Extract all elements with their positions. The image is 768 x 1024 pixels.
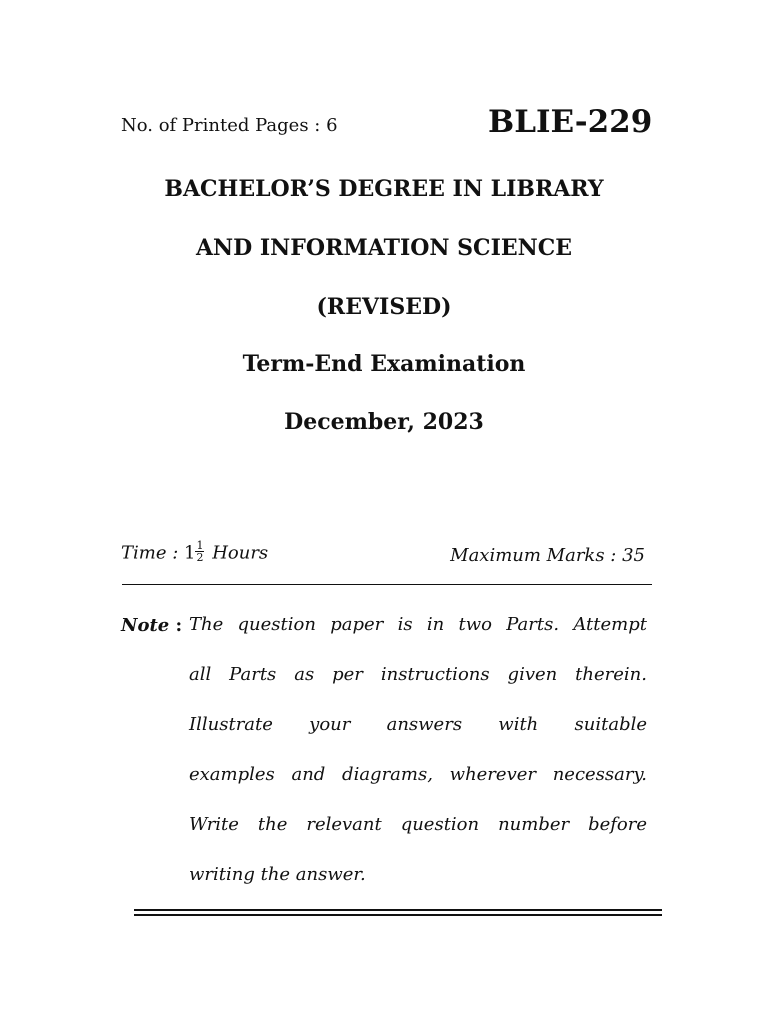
note-line: all Parts as per instructions given therein. xyxy=(189,664,647,685)
note-label-text: Note xyxy=(121,615,170,636)
printed-pages-count: No. of Printed Pages : 6 xyxy=(121,115,338,136)
note-line: examples and diagrams, wherever necessary. xyxy=(189,764,647,785)
programme-title-line-2: AND INFORMATION SCIENCE xyxy=(195,235,573,261)
divider-rule xyxy=(122,584,652,585)
course-code: BLIE-229 xyxy=(488,104,653,140)
time-fraction xyxy=(195,540,204,563)
note-body xyxy=(189,615,647,915)
time-fraction-numerator: 1 xyxy=(196,539,204,552)
time-fraction-denominator: 2 xyxy=(196,551,204,564)
note-line: Illustrate your answers with suitable xyxy=(189,714,647,735)
maximum-marks: Maximum Marks : 35 xyxy=(450,545,645,566)
time-label: Time : xyxy=(121,542,179,564)
note-line: The question paper is in two Parts. Attempt xyxy=(189,614,647,635)
note-line: Write the relevant question number before xyxy=(189,814,647,835)
note-label xyxy=(121,615,182,636)
programme-title-line-1: BACHELOR’S DEGREE IN LIBRARY xyxy=(164,176,604,202)
time-unit: Hours xyxy=(212,542,269,564)
time-whole: 1 xyxy=(184,542,196,564)
note-label-colon: : xyxy=(175,615,183,636)
exam-type: Term-End Examination xyxy=(242,351,526,377)
note-line: writing the answer. xyxy=(189,864,366,885)
exam-date: December, 2023 xyxy=(284,409,484,435)
programme-title-line-3: (REVISED) xyxy=(316,294,452,320)
double-divider-rule xyxy=(134,909,662,916)
time-allowed xyxy=(121,539,269,565)
